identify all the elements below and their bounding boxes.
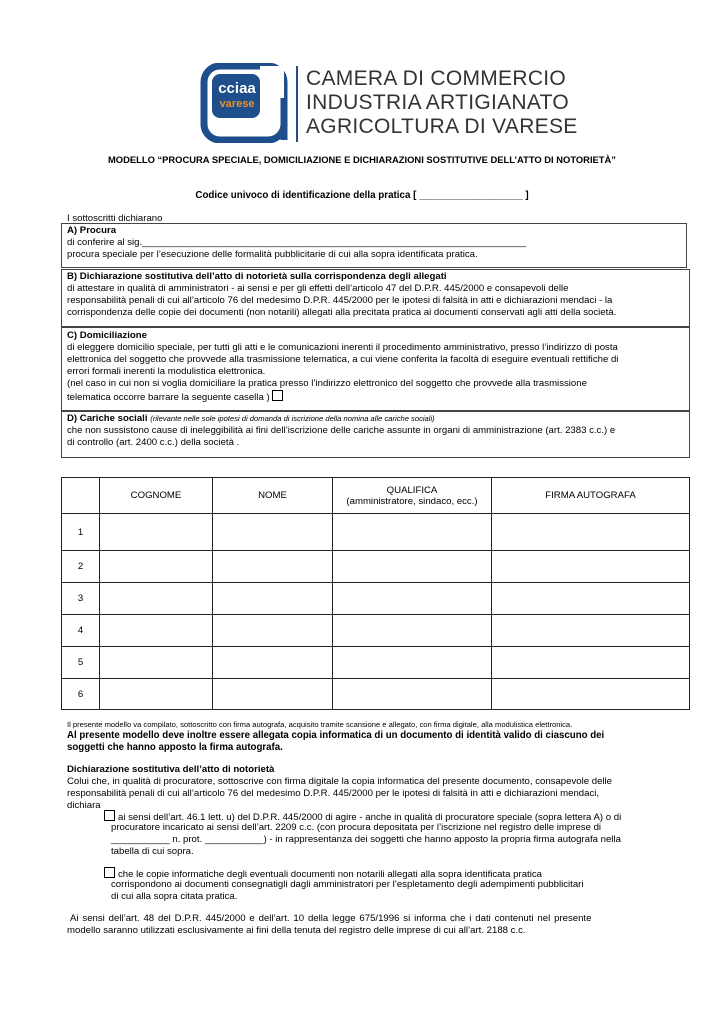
section-d-line-2: di controllo (art. 2400 c.c.) della società . bbox=[67, 437, 240, 448]
dichiarazione-line-2: responsabilità penali di cui all’articolo 76 del medesimo D.P.R. 445/2000 per le ipotesi di falsità in atti e dichiarazioni mendaci, bbox=[67, 788, 600, 799]
section-c-line-1: di eleggere domicilio speciale, per tutti gli atti e le comunicazioni inerenti il procedimento amministrativo, presso l’indirizzo di posta bbox=[67, 342, 618, 353]
option-2-line-c: di cui alla sopra citata pratica. bbox=[111, 891, 238, 902]
table-row bbox=[62, 647, 690, 679]
logo-brand-bottom: varese bbox=[219, 98, 255, 110]
qualifica-cell[interactable] bbox=[333, 583, 492, 615]
section-c-line-4: (nel caso in cui non si voglia domiciliare la pratica presso l’indirizzo elettronico del soggetto che provvede alla trasmissione bbox=[67, 378, 587, 389]
cognome-cell[interactable] bbox=[100, 583, 213, 615]
section-c-heading: C) Domiciliazione bbox=[67, 330, 147, 341]
domiciliazione-checkbox[interactable] bbox=[272, 390, 283, 401]
section-a-line-2: procura speciale per l’esecuzione delle formalità pubblicitarie di cui alla sopra identificata pratica. bbox=[67, 249, 478, 260]
section-b-line-1: di attestare in qualità di amministratori - ai sensi e per gli effetti dell’articolo 47 del D.P.R. 445/2000 e consapevoli delle bbox=[67, 283, 569, 294]
section-d-heading: D) Cariche sociali bbox=[67, 413, 148, 424]
row-number: 3 bbox=[62, 583, 100, 615]
section-d-heading-row bbox=[67, 413, 435, 425]
header-cell-nome: NOME bbox=[213, 478, 333, 514]
header-cell-firma: FIRMA AUTOGRAFA bbox=[492, 478, 690, 514]
small-note: Il presente modello va compilato, sottoscritto con firma autografa, acquisito tramite scansione e allegato, con firma digitale, alla modulistica elettronica. bbox=[67, 720, 573, 729]
header-cell-qualifica bbox=[333, 478, 492, 514]
section-c-line-2: elettronica del soggetto che provvede alla trasmissione telematica, a cui viene conferita la facoltà di eseguire eventuali rettifiche di bbox=[67, 354, 619, 365]
cognome-cell[interactable] bbox=[100, 514, 213, 551]
qualifica-cell[interactable] bbox=[333, 647, 492, 679]
qualifica-cell[interactable] bbox=[333, 514, 492, 551]
option-1-checkbox[interactable] bbox=[104, 810, 115, 821]
row-number: 4 bbox=[62, 615, 100, 647]
cciaa-logo bbox=[200, 63, 300, 143]
nome-cell[interactable] bbox=[213, 647, 333, 679]
option-2-line-b: corrispondono ai documenti consegnatigli dagli amministratori per l’espletamento degli adempimenti pubblicitari bbox=[111, 879, 584, 890]
option-1-line-b: procuratore incaricato ai sensi dell’art. 2209 c.c. (con procura depositata per l’iscrizione nel registro delle imprese di bbox=[111, 822, 602, 833]
firma-cell[interactable] bbox=[492, 583, 690, 615]
section-a-heading: A) Procura bbox=[67, 225, 117, 236]
row-number: 5 bbox=[62, 647, 100, 679]
table-row bbox=[62, 615, 690, 647]
nome-cell[interactable] bbox=[213, 583, 333, 615]
logo-line-1: CAMERA DI COMMERCIO bbox=[306, 67, 567, 90]
row-number: 6 bbox=[62, 679, 100, 710]
signature-table bbox=[61, 477, 690, 710]
nome-cell[interactable] bbox=[213, 615, 333, 647]
dichiarazione-heading: Dichiarazione sostitutiva dell’atto di notorietà bbox=[67, 764, 275, 775]
qualifica-cell[interactable] bbox=[333, 615, 492, 647]
firma-cell[interactable] bbox=[492, 679, 690, 710]
table-row bbox=[62, 514, 690, 551]
dichiarazione-line-3: dichiara bbox=[67, 800, 101, 811]
identity-requirement-line-2: soggetti che hanno apposto la firma autografa. bbox=[67, 742, 283, 753]
section-d-line-1: che non sussistono cause di ineleggibilità ai fini dell’iscrizione delle cariche assunte in organi di amministrazione (art. 2383 c.c.) e bbox=[67, 425, 616, 436]
logo-line-2: INDUSTRIA ARTIGIANATO bbox=[306, 91, 570, 114]
firma-cell[interactable] bbox=[492, 615, 690, 647]
table-row bbox=[62, 583, 690, 615]
qualifica-sub-label: (amministratore, sindaco, ecc.) bbox=[346, 495, 478, 507]
dichiarazione-line-1: Colui che, in qualità di procuratore, sottoscrive con firma digitale la copia informatica del presente documento, consapevole delle bbox=[67, 776, 613, 787]
firma-cell[interactable] bbox=[492, 514, 690, 551]
cognome-cell[interactable] bbox=[100, 679, 213, 710]
nome-cell[interactable] bbox=[213, 514, 333, 551]
cognome-cell[interactable] bbox=[100, 551, 213, 583]
option-1-line-a: ai sensi dell’art. 46.1 lett. u) del D.P.R. 445/2000 di agire - anche in qualità di procuratore speciale (sopra lettera A) o di bbox=[118, 812, 622, 823]
firma-cell[interactable] bbox=[492, 647, 690, 679]
row-number: 1 bbox=[62, 514, 100, 551]
logo-line-3: AGRICOLTURA DI VARESE bbox=[306, 115, 578, 138]
section-a-line-1[interactable]: di conferire al sig.________________________________________________________________________ bbox=[67, 237, 527, 248]
codice-pratica: Codice univoco di identificazione della pratica [ ___________________ ] bbox=[195, 190, 529, 201]
row-number: 2 bbox=[62, 551, 100, 583]
header-cell-cognome: COGNOME bbox=[100, 478, 213, 514]
option-2-checkbox[interactable] bbox=[104, 867, 115, 878]
privacy-line-1: Ai sensi dell’art. 48 del D.P.R. 445/2000 e dell’art. 10 della legge 675/1996 si informa che i dati contenuti nel presente bbox=[70, 913, 592, 924]
section-d-note: (rilevante nelle sole ipotesi di domanda di iscrizione della nomina alle cariche sociali) bbox=[150, 414, 435, 423]
firma-cell[interactable] bbox=[492, 551, 690, 583]
option-1-line-c[interactable]: ___________ n. prot. ___________) - in rappresentanza dei soggetti che hanno apposto la propria firma autografa nella bbox=[111, 834, 621, 845]
qualifica-label: QUALIFICA bbox=[386, 484, 438, 496]
qualifica-cell[interactable] bbox=[333, 679, 492, 710]
nome-cell[interactable] bbox=[213, 551, 333, 583]
section-c-line-3: errori formali inerenti la modulistica elettronica. bbox=[67, 366, 266, 377]
logo-divider bbox=[296, 66, 298, 142]
section-c-line-5: telematica occorre barrare la seguente casella ) bbox=[67, 392, 270, 403]
cognome-cell[interactable] bbox=[100, 615, 213, 647]
privacy-line-2: modello saranno utilizzati esclusivamente ai fini della tenuta del registro delle imprese di cui all’art. 2188 c.c. bbox=[67, 925, 526, 936]
document-title: MODELLO “PROCURA SPECIALE, DOMICILIAZIONE E DICHIARAZIONI SOSTITUTIVE DELL’ATTO DI NOTORIETÀ” bbox=[108, 154, 616, 165]
section-b-line-2: responsabilità penali di cui all’articolo 76 del medesimo D.P.R. 445/2000 per le ipotesi di falsità in atti e dichiarazioni mendaci - la bbox=[67, 295, 613, 306]
header-cell-index bbox=[62, 478, 100, 514]
section-b-heading: B) Dichiarazione sostitutiva dell’atto di notorietà sulla corrispondenza degli allegati bbox=[67, 271, 447, 282]
section-b-line-3: corrispondenza delle copie dei documenti (non notarili) allegati alla precitata pratica ai documenti conservati agli atti della società. bbox=[67, 307, 617, 318]
logo-brand-top: cciaa bbox=[218, 80, 256, 97]
table-row bbox=[62, 551, 690, 583]
table-row bbox=[62, 679, 690, 710]
nome-cell[interactable] bbox=[213, 679, 333, 710]
table-header-row bbox=[62, 478, 690, 514]
intro-text: I sottoscritti dichiarano bbox=[67, 213, 163, 224]
qualifica-cell[interactable] bbox=[333, 551, 492, 583]
option-1-line-d: tabella di cui sopra. bbox=[111, 846, 194, 857]
section-c-line-5-row bbox=[67, 390, 283, 404]
option-2-line-a: che le copie informatiche degli eventuali documenti non notarili allegati alla sopra identificata pratica bbox=[118, 869, 542, 880]
identity-requirement-line-1: Al presente modello deve inoltre essere allegata copia informatica di un documento di identità valido di ciascuno dei bbox=[67, 730, 605, 741]
cognome-cell[interactable] bbox=[100, 647, 213, 679]
